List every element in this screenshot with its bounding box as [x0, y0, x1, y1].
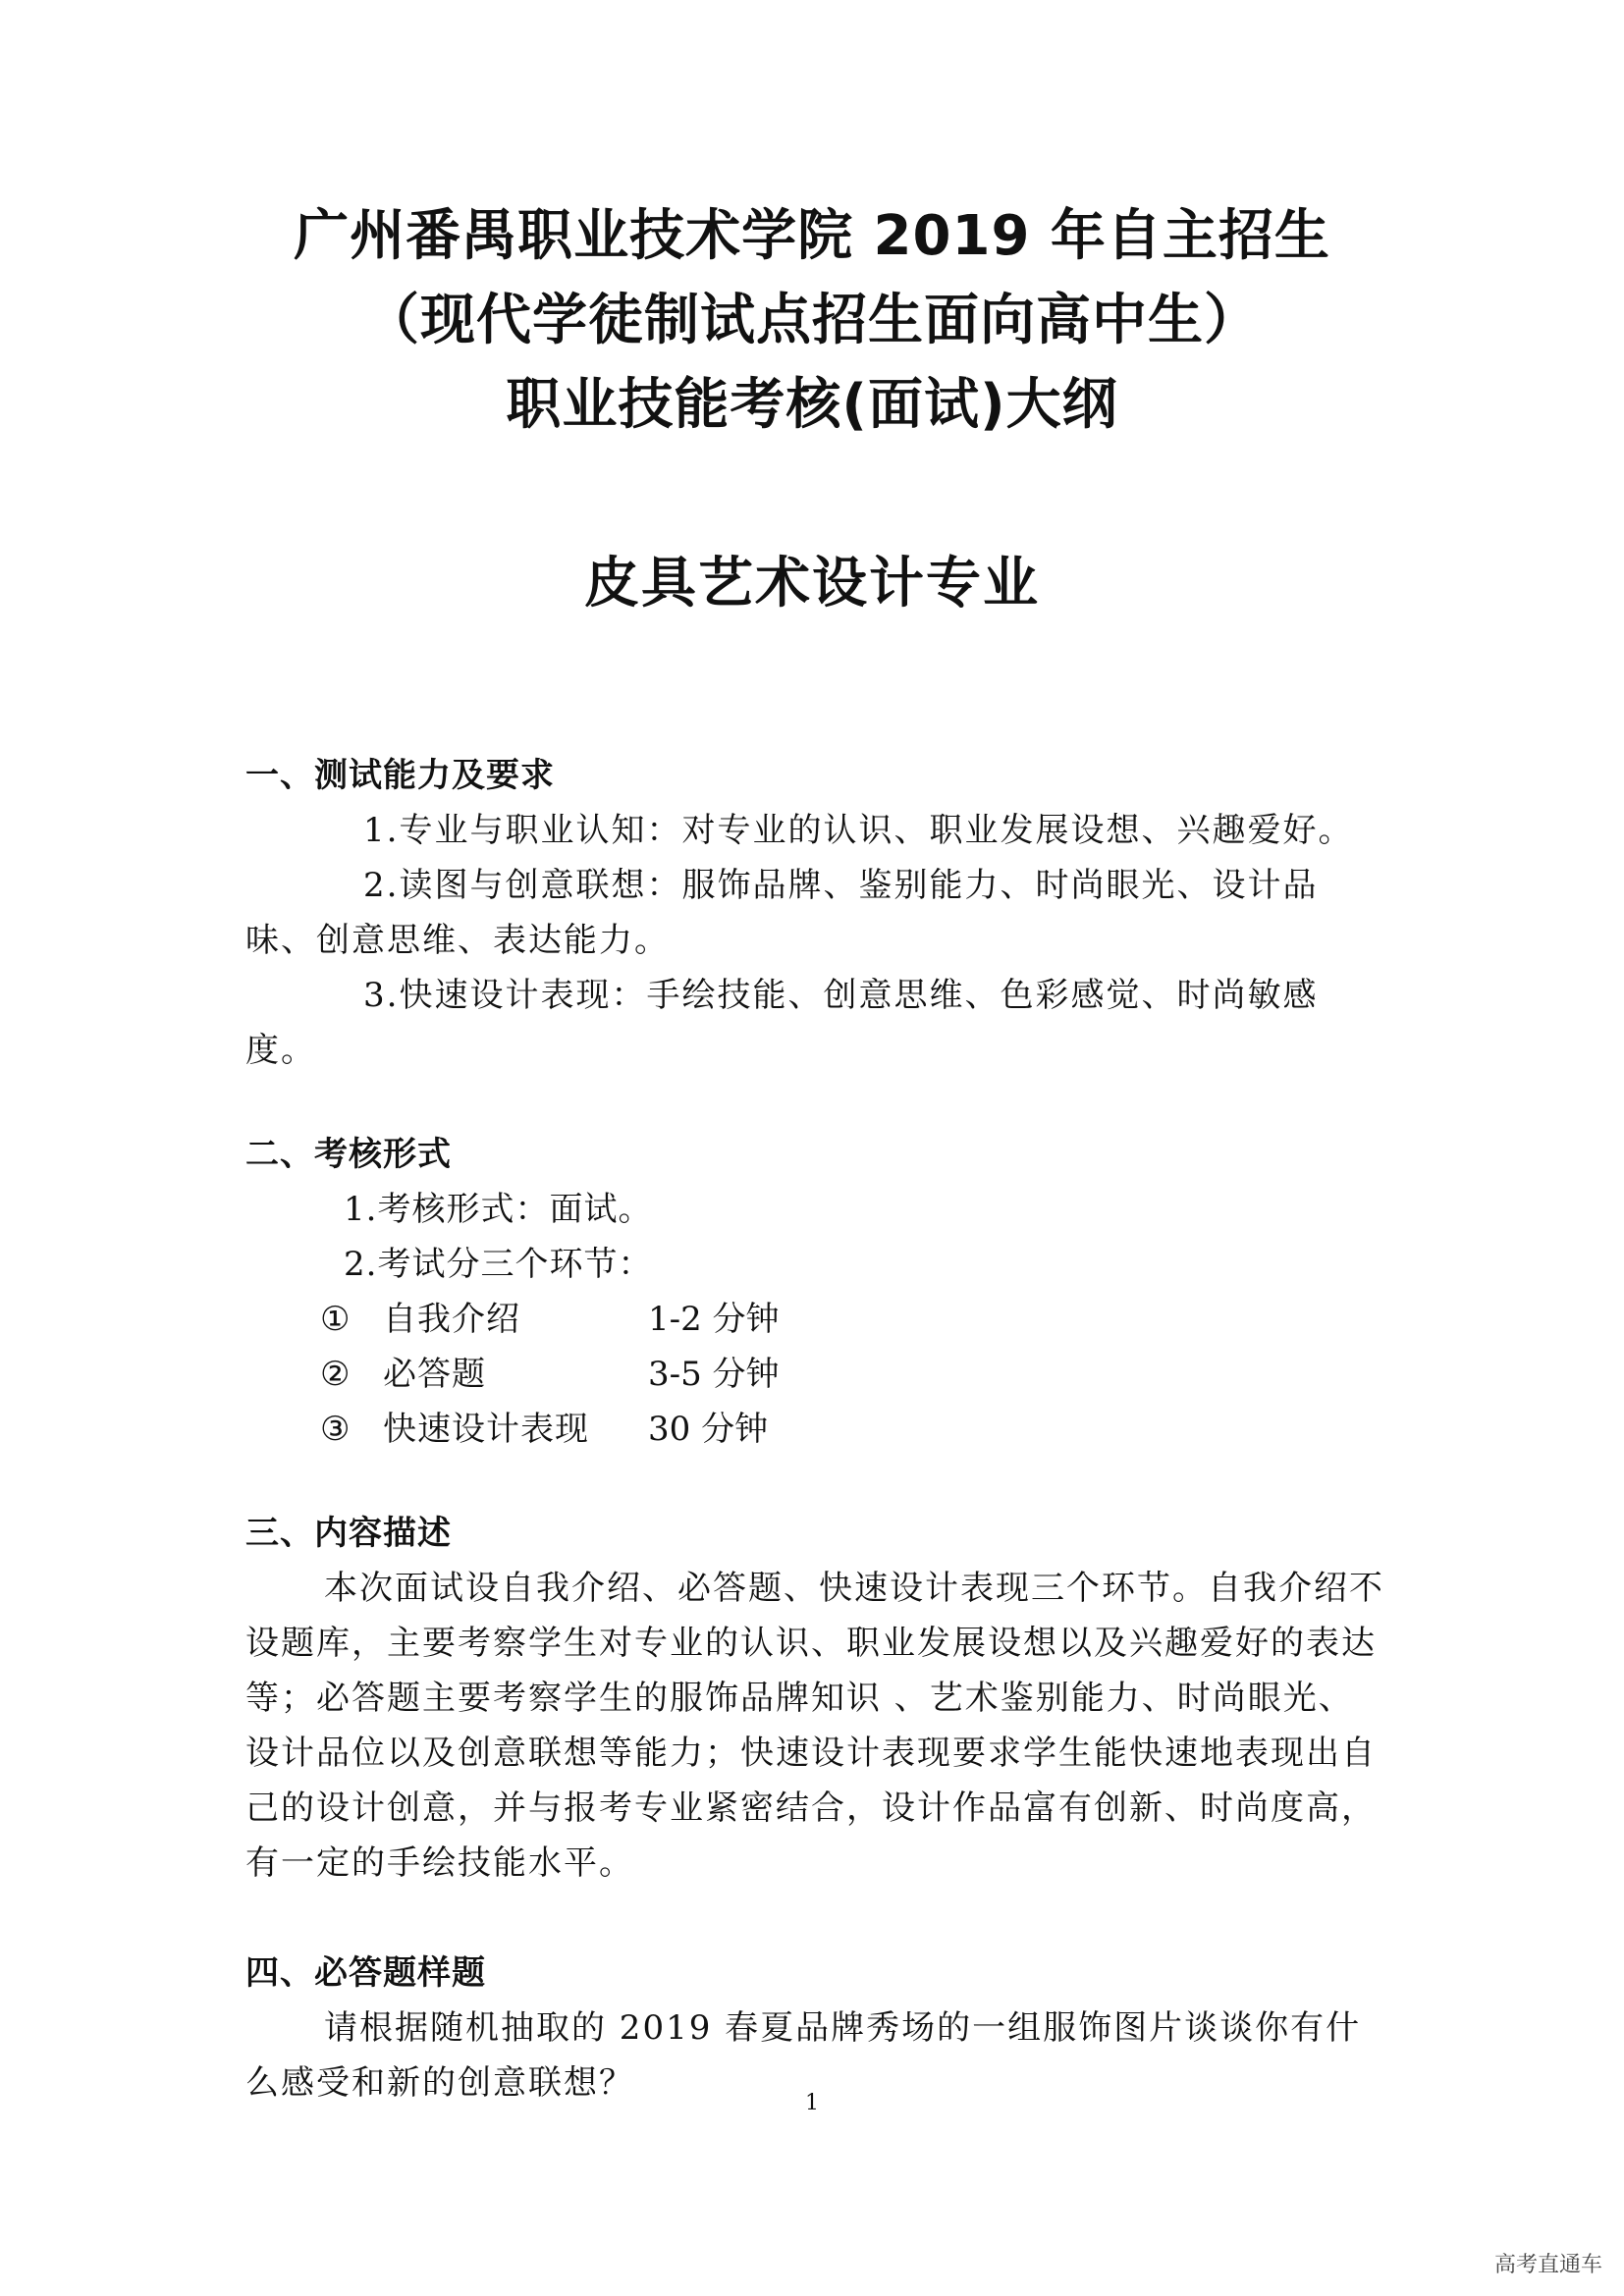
step-1-name: 自我介绍: [383, 1300, 520, 1339]
title-line-3: 职业技能考核(面试)大纲: [506, 373, 1118, 437]
section-1-item-2: 2.读图与创意联想：服饰品牌、鉴别能力、时尚眼光、设计品味、创意思维、表达能力。: [245, 866, 1319, 960]
document-title: [0, 194, 1624, 448]
title-line-1: 广州番禺职业技术学院 2019 年自主招生: [294, 204, 1330, 268]
step-2-marker: ②: [320, 1355, 351, 1394]
section-4-heading: 四、必答题样题: [245, 1953, 486, 1993]
step-1-time: 1-2 分钟: [648, 1300, 780, 1339]
section-2-item-2: 2.考试分三个环节：: [344, 1245, 653, 1284]
step-3-marker: ③: [320, 1410, 351, 1449]
step-1-marker: ①: [320, 1300, 351, 1339]
section-4-body: 请根据随机抽取的 2019 春夏品牌秀场的一组服饰图片谈谈你有什么感受和新的创意联想？: [245, 2008, 1362, 2103]
watermark: 高考直通车: [1493, 2253, 1602, 2277]
section-2-item-1: 1.考核形式：面试。: [344, 1190, 653, 1229]
section-2-heading: 二、考核形式: [245, 1135, 452, 1174]
step-2-name: 必答题: [383, 1355, 486, 1394]
title-line-2: （现代学徒制试点招生面向高中生）: [364, 289, 1260, 352]
section-3-body: 本次面试设自我介绍、必答题、快速设计表现三个环节。自我介绍不设题库，主要考察学生对专业的认识、职业发展设想以及兴趣爱好的表达等；必答题主要考察学生的服饰品牌知识 、艺术鉴别能力、时尚眼光、设计品位以及创意联想等能力；快速设计表现要求学生能快速地表现出自己的设计创意，并与报考专业紧密结合，设计作品富有创新、时尚度高，有一定的手绘技能水平。: [245, 1569, 1384, 1883]
page-number: 1: [805, 2091, 819, 2115]
section-3-heading: 三、内容描述: [245, 1514, 452, 1553]
step-3-name: 快速设计表现: [383, 1410, 589, 1449]
section-1-heading: 一、测试能力及要求: [245, 756, 555, 795]
step-2-time: 3-5 分钟: [648, 1355, 780, 1394]
section-1-item-3: 3.快速设计表现：手绘技能、创意思维、色彩感觉、时尚敏感度。: [245, 976, 1319, 1070]
section-1-item-1: 1.专业与职业认知：对专业的认识、职业发展设想、兴趣爱好。: [363, 811, 1354, 850]
major-title: 皮具艺术设计专业: [584, 552, 1040, 615]
step-3-time: 30 分钟: [648, 1410, 769, 1449]
